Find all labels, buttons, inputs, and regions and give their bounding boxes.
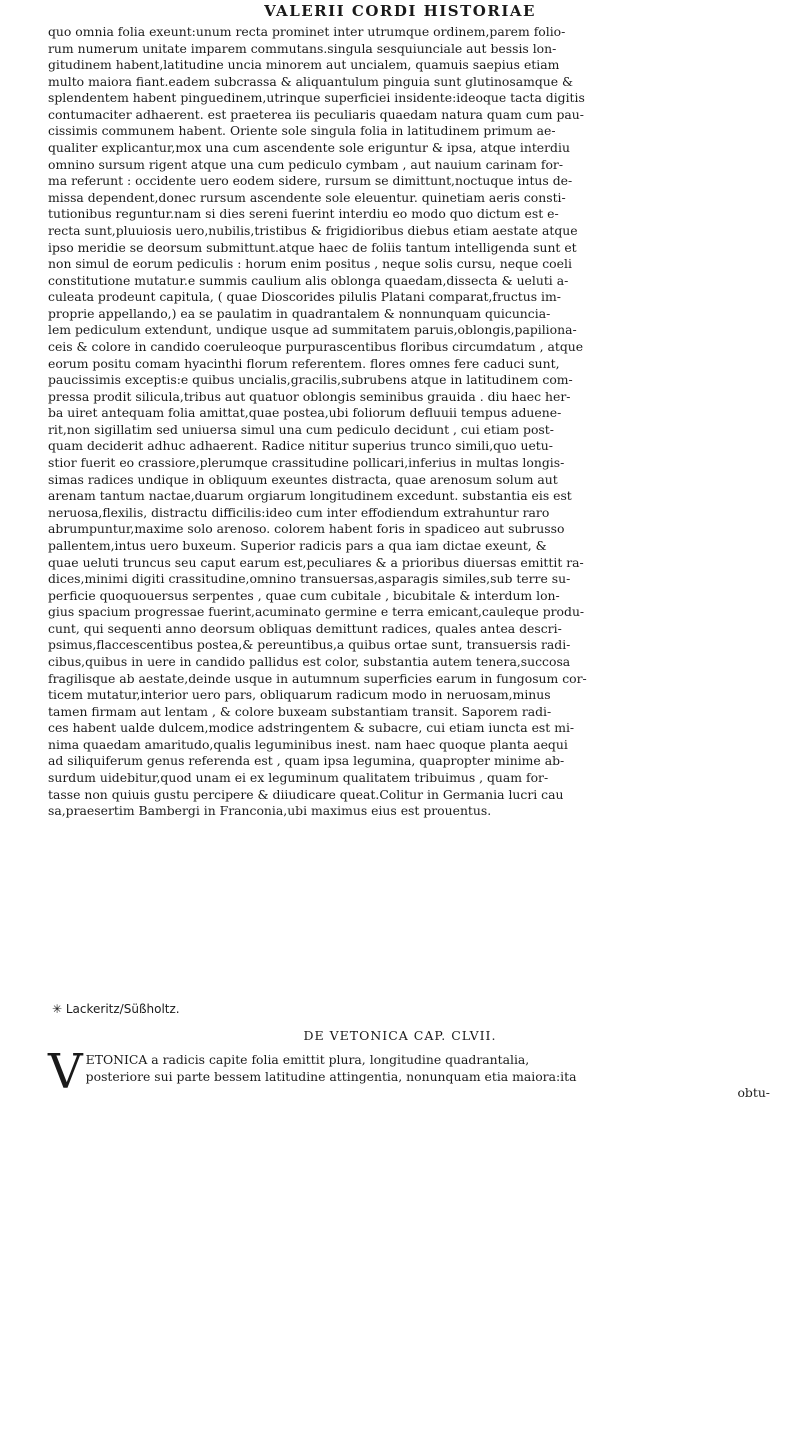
text-line: proprie appellando,) ea se paulatim in quadrantalem & nonnunquam quicuncia-: [48, 305, 551, 321]
text-line: recta sunt,pluuiosis uero,nubilis,tristibus & frigidioribus diebus etiam aestate atque: [48, 222, 578, 238]
text-line: arenam tantum nactae,duarum orgiarum longitudinem excedunt. substantia eis est: [48, 488, 572, 504]
chapter-body: [48, 1044, 770, 1102]
text-line: tasse non quiuis gustu percipere & diiudicare queat.Colitur in Germania lucri cau: [48, 786, 564, 802]
text-line: stior fuerit eo crassiore,plerumque crassitudine pollicari,inferius in multas longis-: [48, 455, 565, 471]
text-line: ces habent ualde dulcem,modice adstringentem & subacre, cui etiam iuncta est mi-: [48, 720, 575, 736]
text-line: quam deciderit adhuc adhaerent. Radice nititur superius trunco simili,quo uetu-: [48, 438, 553, 454]
text-line: non simul de eorum pediculis : horum enim positus , neque solis cursu, neque coeli: [48, 256, 572, 272]
text-line: quae ueluti truncus seu caput earum est,peculiares & a prioribus diuersas emittit ra-: [48, 554, 584, 570]
text-line: psimus,flaccescentibus postea,& pereuntibus,a quibus ortae sunt, transuersis radi-: [48, 637, 571, 653]
text-line: ipso meridie se deorsum submittunt.atque haec de foliis tantum intelligenda sunt et: [48, 239, 577, 255]
text-line: nima quaedam amaritudo,qualis leguminibus inest. nam haec quoque planta aequi: [48, 736, 568, 752]
text-line: cissimis communem habent. Oriente sole singula folia in latitudinem primum ae-: [48, 123, 556, 139]
text-line: ad siliquiferum genus referenda est , quam ipsa legumina, quapropter minime ab-: [48, 753, 565, 769]
chapter-line: posteriore sui parte bessem latitudine attingentia, nonunquam etia maiora:ita: [85, 1068, 577, 1084]
chapter-dropcap: V: [48, 1044, 83, 1100]
text-line: missa dependent,donec rursum ascendente sole eleuentur. quinetiam aeris consti-: [48, 189, 566, 205]
text-line: qualiter explicantur,mox una cum ascendente sole eriguntur & ipsa, atque interdiu: [48, 140, 570, 156]
text-line: perficie quoquouersus serpentes , quae cum cubitale , bicubitale & interdum lon-: [48, 587, 560, 603]
text-line: rum numerum unitate imparem commutans.singula sesquiunciale aut bessis lon-: [48, 40, 557, 56]
text-line: pallentem,intus uero buxeum. Superior radicis pars a qua iam dictae exeunt, &: [48, 537, 547, 553]
text-line: cunt, qui sequenti anno deorsum obliquas demittunt radices, quales antea descri-: [48, 620, 562, 636]
text-line: abrumpuntur,maxime solo arenoso. colorem habent foris in spadiceo aut subrusso: [48, 521, 565, 537]
text-line: culeata prodeunt capitula, ( quae Dioscorides pilulis Platani comparat,fructus im-: [48, 289, 561, 305]
text-line: ceis & colore in candido coeruleoque purpurascentibus floribus circumdatum , atque: [48, 338, 584, 354]
text-line: eorum positu comam hyacinthi florum referentem. flores omnes fere caduci sunt,: [48, 355, 560, 371]
text-line: pressa prodit silicula,tribus aut quatuor oblongis seminibus grauida . diu haec her-: [48, 388, 571, 404]
text-line: lem pediculum extendunt, undique usque ad summitatem paruis,oblongis,papiliona-: [48, 322, 577, 338]
text-line: quo omnia folia exeunt:unum recta prominet inter utrumque ordinem,parem folio-: [48, 24, 566, 39]
text-line: omnino sursum rigent atque una cum pediculo cymbam , aut nauium carinam for-: [48, 156, 564, 172]
text-line: simas radices undique in obliquum exeuntes distracta, quae arenosum solum aut: [48, 471, 558, 487]
text-line: neruosa,flexilis, distractu difficilis:ideo cum inter effodiendum extrahuntur raro: [48, 504, 550, 520]
text-line: ma referunt : occidente uero eodem sidere, rursum se dimittunt,noctuque intus de-: [48, 173, 573, 189]
text-line: tamen firmam aut lentam , & colore buxeam substantiam transit. Saporem radi-: [48, 703, 552, 719]
text-line: fragilisque ab aestate,deinde usque in autumnum superficies earum in fungosum cor-: [48, 670, 587, 686]
chapter-line: ETONICA a radicis capite folia emittit plura, longitudine quadrantalia,: [85, 1052, 530, 1067]
text-line: multo maiora fiant.eadem subcrassa & aliquantulum pinguia sunt glutinosamque &: [48, 73, 574, 89]
text-line: contumaciter adhaerent. est praeterea iis peculiaris quaedam natura quam cum pau-: [48, 106, 584, 122]
text-line: tutionibus reguntur.nam si dies sereni fuerint interdiu eo modo quo dictum est e-: [48, 206, 559, 222]
chapter-line: obtu-: [737, 1085, 770, 1101]
text-line: rit,non sigillatim sed uniuersa simul una cum pediculo decidunt , cui etiam post-: [48, 421, 554, 437]
text-line: ticem mutatur,interior uero pars, obliquarum radicum modo in neruosam,minus: [48, 687, 551, 703]
running-head: VALERII CORDI HISTORIAE: [264, 2, 536, 20]
text-line: splendentem habent pinguedinem,utrinque superficiei insidente:ideoque tacta digitis: [48, 90, 585, 106]
text-line: gius spacium progressae fuerint,acuminato germine e terra emicant,cauleque produ-: [48, 604, 585, 620]
text-line: sa,praesertim Bambergi in Franconia,ubi maximus eius est prouentus.: [48, 803, 492, 819]
text-line: surdum uidebitur,quod unam ei ex leguminum qualitatem tribuimus , quam for-: [48, 770, 549, 786]
text-line: ba uiret antequam folia amittat,quae postea,ubi foliorum defluuii tempus aduene-: [48, 405, 562, 421]
text-line: cibus,quibus in uere in candido pallidus est color, substantia autem tenera,succosa: [48, 653, 571, 669]
catchword: ✳ Lackeritz/Süßholtz.: [52, 1002, 180, 1016]
chapter-heading: DE VETONICA CAP. CLVII.: [303, 1028, 497, 1043]
text-line: dices,minimi digiti crassitudine,omnino transuersas,asparagis similes,sub terre su-: [48, 571, 571, 587]
text-line: gitudinem habent,latitudine uncia minorem aut uncialem, quamuis saepius etiam: [48, 57, 560, 73]
text-line: constitutione mutatur.e summis caulium alis oblonga quaedam,dissecta & ueluti a-: [48, 272, 569, 288]
text-line: paucissimis exceptis:e quibus uncialis,gracilis,subrubens atque in latitudinem com-: [48, 372, 573, 388]
body-text: [48, 24, 770, 820]
